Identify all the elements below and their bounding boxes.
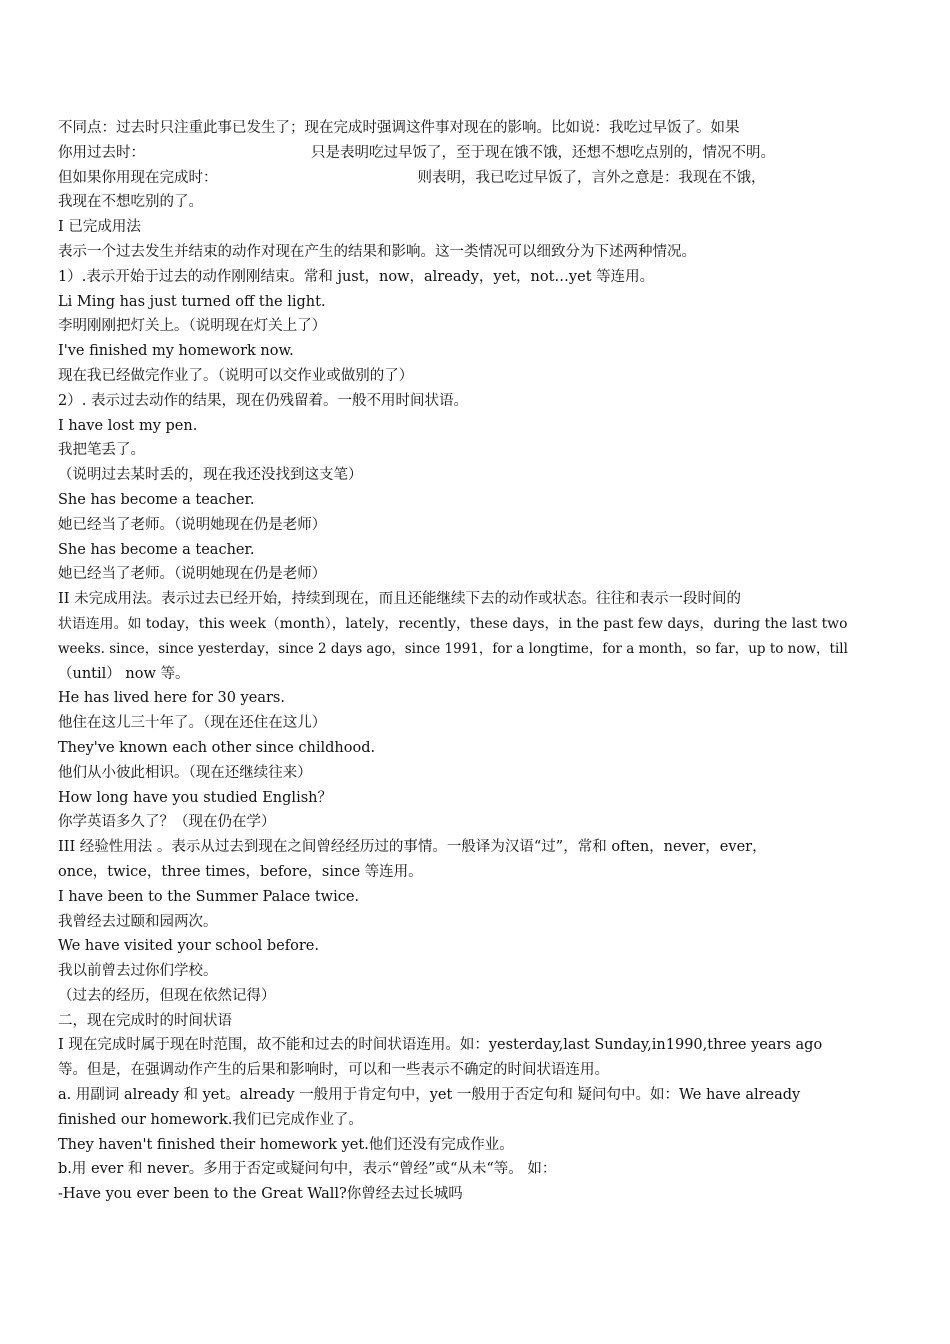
example-sentence: How long have you studied English？ — [58, 789, 332, 806]
part-2-item-b-line-2: -Have you ever been to the Great Wall?你曾经去过长城吗 — [58, 1186, 463, 1203]
section-2-line-3: weeks. since，since yesterday，since 2 days ago，since 1991，for a longtime，for a month，so far，up to now，till — [58, 640, 848, 657]
part-2-item-a-line-1: a. 用副词 already 和 yet。already 一般用于肯定句中，yet 一般用于否定句和 疑问句中。如：We have already — [58, 1087, 801, 1104]
section-3-line-2: once，twice，three times，before，since 等连用。 — [58, 863, 423, 880]
section-2-line-4: （until） now 等。 — [58, 665, 190, 682]
example-sentence: Li Ming has just turned off the light. — [58, 293, 326, 310]
example-translation: 她已经当了老师。（说明她现在仍是老师） — [58, 566, 327, 583]
intro-line-2-end: 只是表明吃过早饭了，至于现在饿不饿，还想不想吃点别的，情况不明。 — [311, 144, 775, 161]
example-translation: 我把笔丢了。 — [58, 442, 145, 459]
section-2-line-2: 状语连用。如 today，this week（month），lately，recently，these days，in the past few days，during the last two — [58, 615, 848, 632]
section-1-point-2: 2）. 表示过去动作的结果，现在仍残留着。一般不用时间状语。 — [58, 392, 468, 409]
example-sentence: I have lost my pen. — [58, 417, 198, 434]
intro-line-3-end: 则表明，我已吃过早饭了，言外之意是：我现在不饿， — [417, 169, 766, 186]
example-sentence: She has become a teacher. — [58, 541, 255, 558]
document-page — [58, 116, 850, 1207]
section-1-point-1: 1）.表示开始于过去的动作刚刚结束。常和 just，now，already，yet，not…yet 等连用。 — [58, 268, 655, 285]
example-note: （说明过去某时丢的，现在我还没找到这支笔） — [58, 467, 363, 484]
example-translation: 她已经当了老师。（说明她现在仍是老师） — [58, 516, 327, 533]
example-sentence: He has lived here for 30 years. — [58, 690, 285, 707]
example-translation: 我以前曾去过你们学校。 — [58, 963, 218, 980]
section-2-line-1: II 未完成用法。表示过去已经开始，持续到现在，而且还能继续下去的动作或状态。往往和表示一段时间的 — [58, 591, 742, 608]
example-sentence: I've finished my homework now. — [58, 343, 294, 360]
part-2-item-a-line-3: They haven't finished their homework yet.他们还没有完成作业。 — [58, 1136, 514, 1153]
section-1-heading: I 已完成用法 — [58, 219, 141, 236]
example-translation: 你学英语多久了？（现在仍在学） — [58, 814, 276, 831]
part-2-heading: 二，现在完成时的时间状语 — [58, 1012, 232, 1029]
example-sentence: They've known each other since childhood. — [58, 739, 376, 756]
intro-line-3 — [58, 166, 850, 191]
intro-line-1: 不同点：过去时只注重此事已发生了；现在完成时强调这件事对现在的影响。比如说：我吃过早饭了。如果 — [58, 120, 740, 136]
example-translation: 他住在这儿三十年了。（现在还住在这儿） — [58, 715, 327, 732]
intro-line-3-start: 但如果你用现在完成时： — [58, 169, 218, 186]
part-2-item-b-line-1: b.用 ever 和 never。多用于否定或疑问句中，表示“曾经”或“从未“等。 如： — [58, 1161, 557, 1178]
example-sentence: I have been to the Summer Palace twice. — [58, 888, 360, 905]
example-translation: 现在我已经做完作业了。（说明可以交作业或做别的了） — [58, 367, 414, 384]
part-2-line-2: 等。但是，在强调动作产生的后果和影响时，可以和一些表示不确定的时间状语连用。 — [58, 1062, 609, 1079]
example-sentence: We have visited your school before. — [58, 938, 319, 955]
section-1-description: 表示一个过去发生并结束的动作对现在产生的结果和影响。这一类情况可以细致分为下述两种情况。 — [58, 243, 696, 260]
example-translation: 李明刚刚把灯关上。（说明现在灯关上了） — [58, 318, 327, 335]
intro-line-2 — [58, 141, 850, 166]
example-sentence: She has become a teacher. — [58, 491, 255, 508]
section-3-line-1: III 经验性用法 。表示从过去到现在之间曾经经历过的事情。一般译为汉语“过”，常和 often，never，ever， — [58, 839, 767, 856]
example-note: （过去的经历，但现在依然记得） — [58, 987, 276, 1004]
example-translation: 他们从小彼此相识。（现在还继续往来） — [58, 764, 312, 781]
intro-line-2-start: 你用过去时： — [58, 144, 145, 161]
intro-line-4: 我现在不想吃别的了。 — [58, 194, 203, 211]
part-2-item-a-line-2: finished our homework.我们已完成作业了。 — [58, 1111, 363, 1128]
example-translation: 我曾经去过颐和园两次。 — [58, 913, 218, 930]
part-2-line-1: I 现在完成时属于现在时范围，故不能和过去的时间状语连用。如：yesterday,last Sunday,in1990,three years ago — [58, 1037, 823, 1054]
